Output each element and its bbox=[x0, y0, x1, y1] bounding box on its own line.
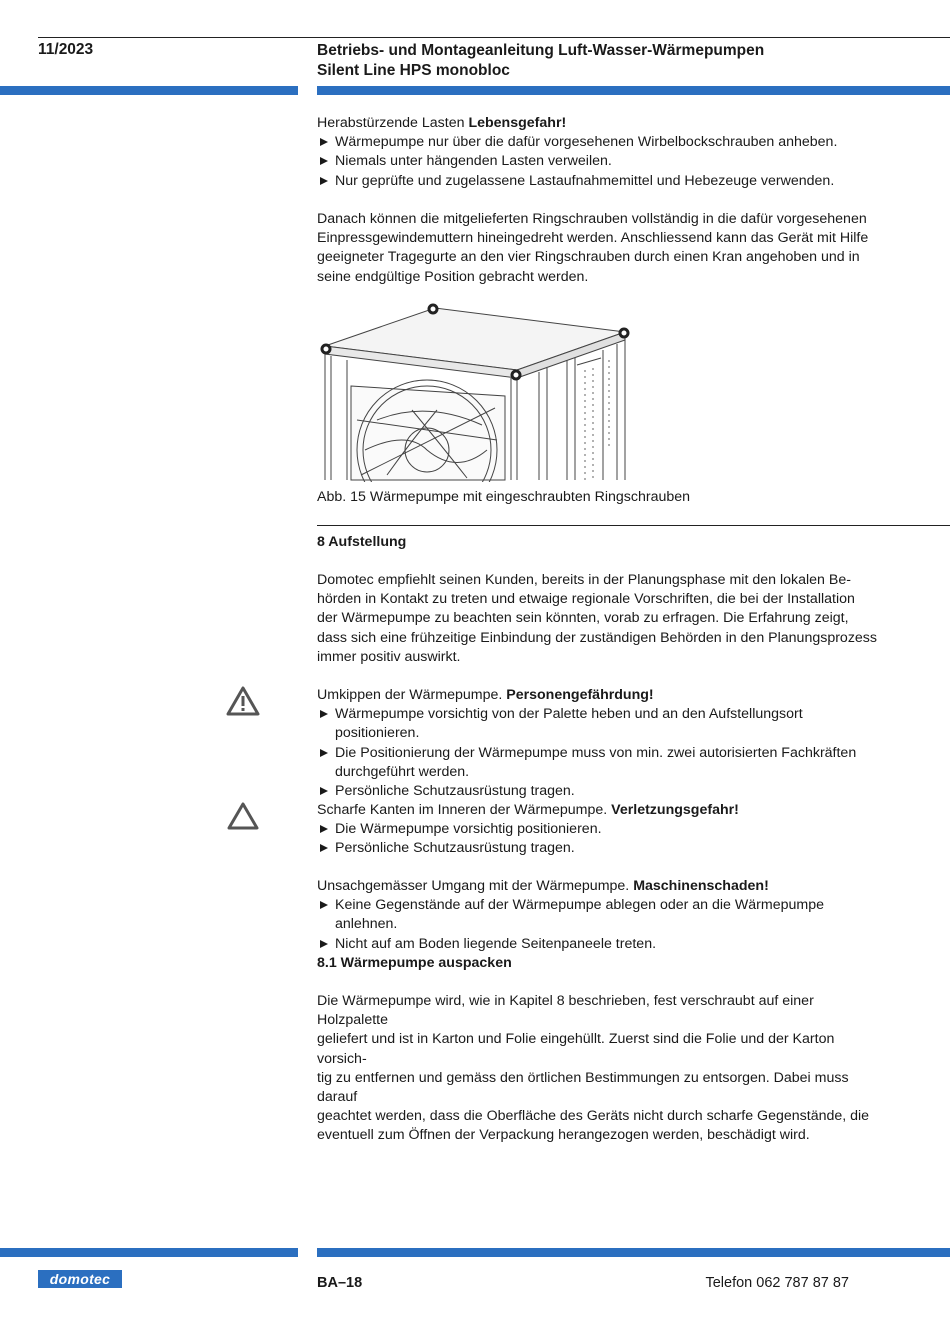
header-rule bbox=[38, 37, 950, 38]
footer-accent-bar-left bbox=[0, 1248, 298, 1257]
notice-lead: Scharfe Kanten im Inneren der Wärmepumpe. bbox=[317, 802, 612, 818]
header-date: 11/2023 bbox=[38, 41, 94, 58]
paragraph-line: dass sich eine frühzeitige Einbindung der zuständigen Behörden in den Planungsprozess bbox=[317, 629, 877, 646]
notice-lead: Umkippen der Wärmepumpe. bbox=[317, 687, 507, 703]
list-item: Die Wärmepumpe vorsichtig positionieren. bbox=[317, 820, 877, 839]
paragraph-line: seine endgültige Position gebracht werden. bbox=[317, 268, 589, 285]
list-item-line: Die Positionierung der Wärmepumpe muss von min. zwei autorisierten Fachkräften bbox=[335, 744, 857, 761]
section-heading: 8 Aufstellung bbox=[317, 534, 407, 550]
notice-lead-bold: Personengefährdung! bbox=[506, 687, 654, 703]
falling-loads-notice bbox=[317, 114, 877, 191]
sharp-edges-warning bbox=[317, 801, 877, 859]
machine-damage-notice bbox=[317, 877, 877, 954]
domotec-logo: domotec bbox=[38, 1270, 122, 1288]
paragraph-line: eventuell zum Öffnen der Verpackung herangezogen werden, beschädigt wird. bbox=[317, 1127, 810, 1144]
section-8-paragraph bbox=[317, 571, 877, 667]
notice-lead: Unsachgemässer Umgang mit der Wärmepumpe. bbox=[317, 878, 634, 894]
paragraph-line: Danach können die mitgelieferten Ringschrauben vollständig in die dafür vorgesehenen bbox=[317, 211, 867, 227]
footer-phone: Telefon 062 787 87 87 bbox=[705, 1275, 849, 1291]
paragraph-line: Die Wärmepumpe wird, wie in Kapitel 8 beschrieben, fest verschraubt auf einer Holzpalette bbox=[317, 993, 814, 1029]
warning-exclamation-icon bbox=[226, 686, 260, 716]
notice-lead: Herabstürzende Lasten bbox=[317, 115, 469, 131]
paragraph-line: geliefert und ist in Karton und Folie eingehüllt. Zuerst sind die Folie und der Karton vorsich- bbox=[317, 1031, 835, 1067]
list-item bbox=[317, 744, 877, 782]
paragraph-line: hörden in Kontakt zu treten und etwaige regionale Vorschriften, die bei der Installation bbox=[317, 591, 855, 608]
list-item-line: durchgeführt werden. bbox=[335, 763, 470, 780]
title-line-1: Betriebs- und Montageanleitung Luft-Wasser-Wärmepumpen bbox=[317, 42, 765, 59]
section-rule bbox=[317, 525, 950, 526]
title-line-2: Silent Line HPS monobloc bbox=[317, 62, 510, 79]
page-number: BA–18 bbox=[317, 1275, 363, 1291]
header-accent-bar-left bbox=[0, 86, 298, 95]
list-item: Nur geprüfte und zugelassene Lastaufnahmemittel und Hebezeuge verwenden. bbox=[317, 172, 877, 191]
heat-pump-figure bbox=[317, 300, 635, 482]
subsection-heading: 8.1 Wärmepumpe auspacken bbox=[317, 955, 512, 971]
paragraph-line: geeigneter Tragegurte an den vier Ringschrauben durch einen Kran angehoben und in bbox=[317, 249, 860, 266]
section-8-1-paragraph bbox=[317, 992, 877, 1146]
paragraph-line: tig zu entfernen und gemäss den örtlichen Bestimmungen zu entsorgen. Dabei muss darauf bbox=[317, 1069, 849, 1106]
paragraph-line: immer positiv auswirkt. bbox=[317, 648, 461, 665]
list-item: Wärmepumpe vorsichtig von der Palette heben und an den Aufstellungsort positionieren. bbox=[317, 705, 877, 743]
warning-triangle-icon bbox=[226, 801, 260, 831]
footer-accent-bar-right bbox=[317, 1248, 950, 1257]
list-item: Persönliche Schutzausrüstung tragen. bbox=[317, 839, 877, 858]
notice-lead-bold: Maschinenschaden! bbox=[633, 878, 769, 894]
figure-caption: Abb. 15 Wärmepumpe mit eingeschraubten Ringschrauben bbox=[317, 489, 691, 505]
list-item: Wärmepumpe nur über die dafür vorgesehenen Wirbelbockschrauben anheben. bbox=[317, 133, 877, 152]
paragraph-line: geachtet werden, dass die Oberfläche des Geräts nicht durch scharfe Gegenstände, die bbox=[317, 1108, 870, 1125]
paragraph-line: Einpressgewindemuttern hineingedreht werden. Anschliessend kann das Gerät mit Hilfe bbox=[317, 230, 869, 247]
ring-screw-paragraph bbox=[317, 210, 877, 287]
list-item: Persönliche Schutzausrüstung tragen. bbox=[317, 782, 877, 801]
notice-lead-bold: Verletzungsgefahr! bbox=[611, 802, 739, 818]
heat-pump-drawing bbox=[317, 300, 635, 482]
document-title bbox=[317, 41, 764, 81]
header-accent-bar-right bbox=[317, 86, 950, 95]
list-item: Nicht auf am Boden liegende Seitenpaneele treten. bbox=[317, 935, 877, 954]
paragraph-line: Domotec empfiehlt seinen Kunden, bereits in der Planungsphase mit den lokalen Be- bbox=[317, 572, 851, 588]
list-item: Niemals unter hängenden Lasten verweilen. bbox=[317, 152, 877, 171]
paragraph-line: der Wärmepumpe zu beachten sein könnten, vorab zu erfragen. Die Erfahrung zeigt, bbox=[317, 610, 849, 627]
list-item: Keine Gegenstände auf der Wärmepumpe ablegen oder an die Wärmepumpe anlehnen. bbox=[317, 896, 877, 934]
notice-lead-bold: Lebensgefahr! bbox=[468, 115, 567, 131]
tipping-warning bbox=[317, 686, 877, 801]
